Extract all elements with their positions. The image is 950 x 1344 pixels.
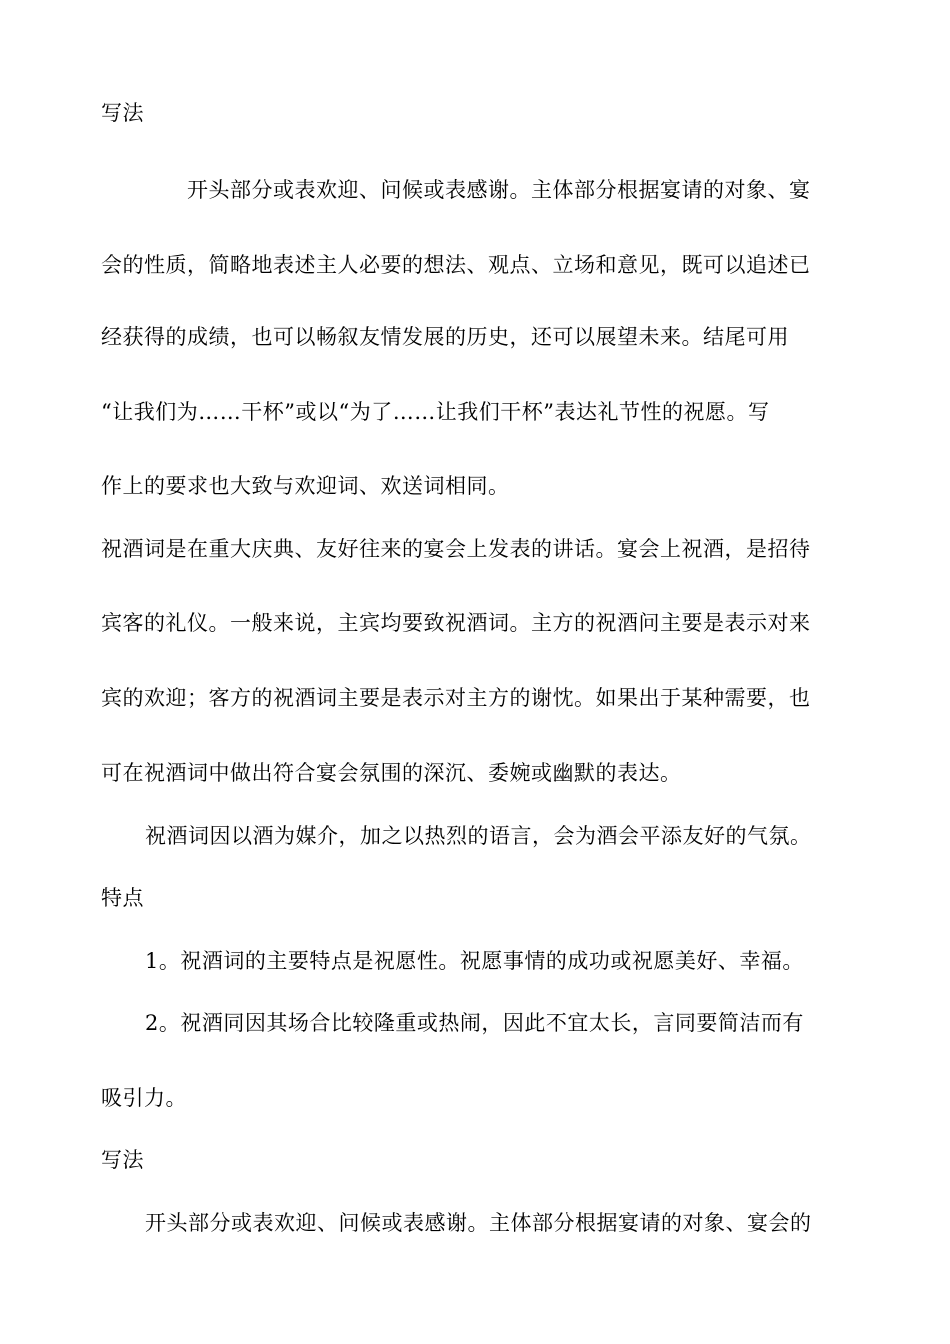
paragraph-line: 开头部分或表欢迎、问候或表感谢。主体部分根据宴请的对象、宴会的 xyxy=(145,1211,812,1235)
paragraph-line: 吸引力。 xyxy=(101,1086,187,1110)
paragraph-line: 作上的要求也大致与欢迎词、欢送词相同。 xyxy=(101,474,510,498)
paragraph-line: 经获得的成绩，也可以畅叙友情发展的历史，还可以展望未来。结尾可用 xyxy=(101,325,789,349)
paragraph-line: 宾客的礼仪。一般来说，主宾均要致祝酒词。主方的祝酒问主要是表示对来 xyxy=(101,611,811,635)
paragraph-line: 宾的欢迎；客方的祝酒词主要是表示对主方的谢忱。如果出于某种需要，也 xyxy=(101,686,811,710)
paragraph-line: 可在祝酒词中做出符合宴会氛围的深沉、委婉或幽默的表达。 xyxy=(101,761,682,785)
list-item: 2。祝酒同因其场合比较隆重或热闹，因此不宜太长，言同要简洁而有 xyxy=(145,1011,804,1035)
paragraph-line: 会的性质，简略地表述主人必要的想法、观点、立场和意见，既可以追述已 xyxy=(101,253,811,277)
paragraph-line: 祝酒词是在重大庆典、友好往来的宴会上发表的讲话。宴会上祝酒，是招待 xyxy=(101,537,811,561)
paragraph-line: 开头部分或表欢迎、问候或表感谢。主体部分根据宴请的对象、宴 xyxy=(187,178,811,202)
list-item: 1。祝酒词的主要特点是祝愿性。祝愿事情的成功或祝愿美好、幸福。 xyxy=(145,949,804,973)
heading-features: 特点 xyxy=(101,886,144,910)
paragraph-line: “让我们为……干杯”或以“为了……让我们干杯”表达礼节性的祝愿。写 xyxy=(101,400,770,424)
heading-writing-method-1: 写法 xyxy=(101,101,144,125)
paragraph-line: 祝酒词因以酒为媒介，加之以热烈的语言，会为酒会平添友好的气氛。 xyxy=(145,824,812,848)
heading-writing-method-2: 写法 xyxy=(101,1148,144,1172)
